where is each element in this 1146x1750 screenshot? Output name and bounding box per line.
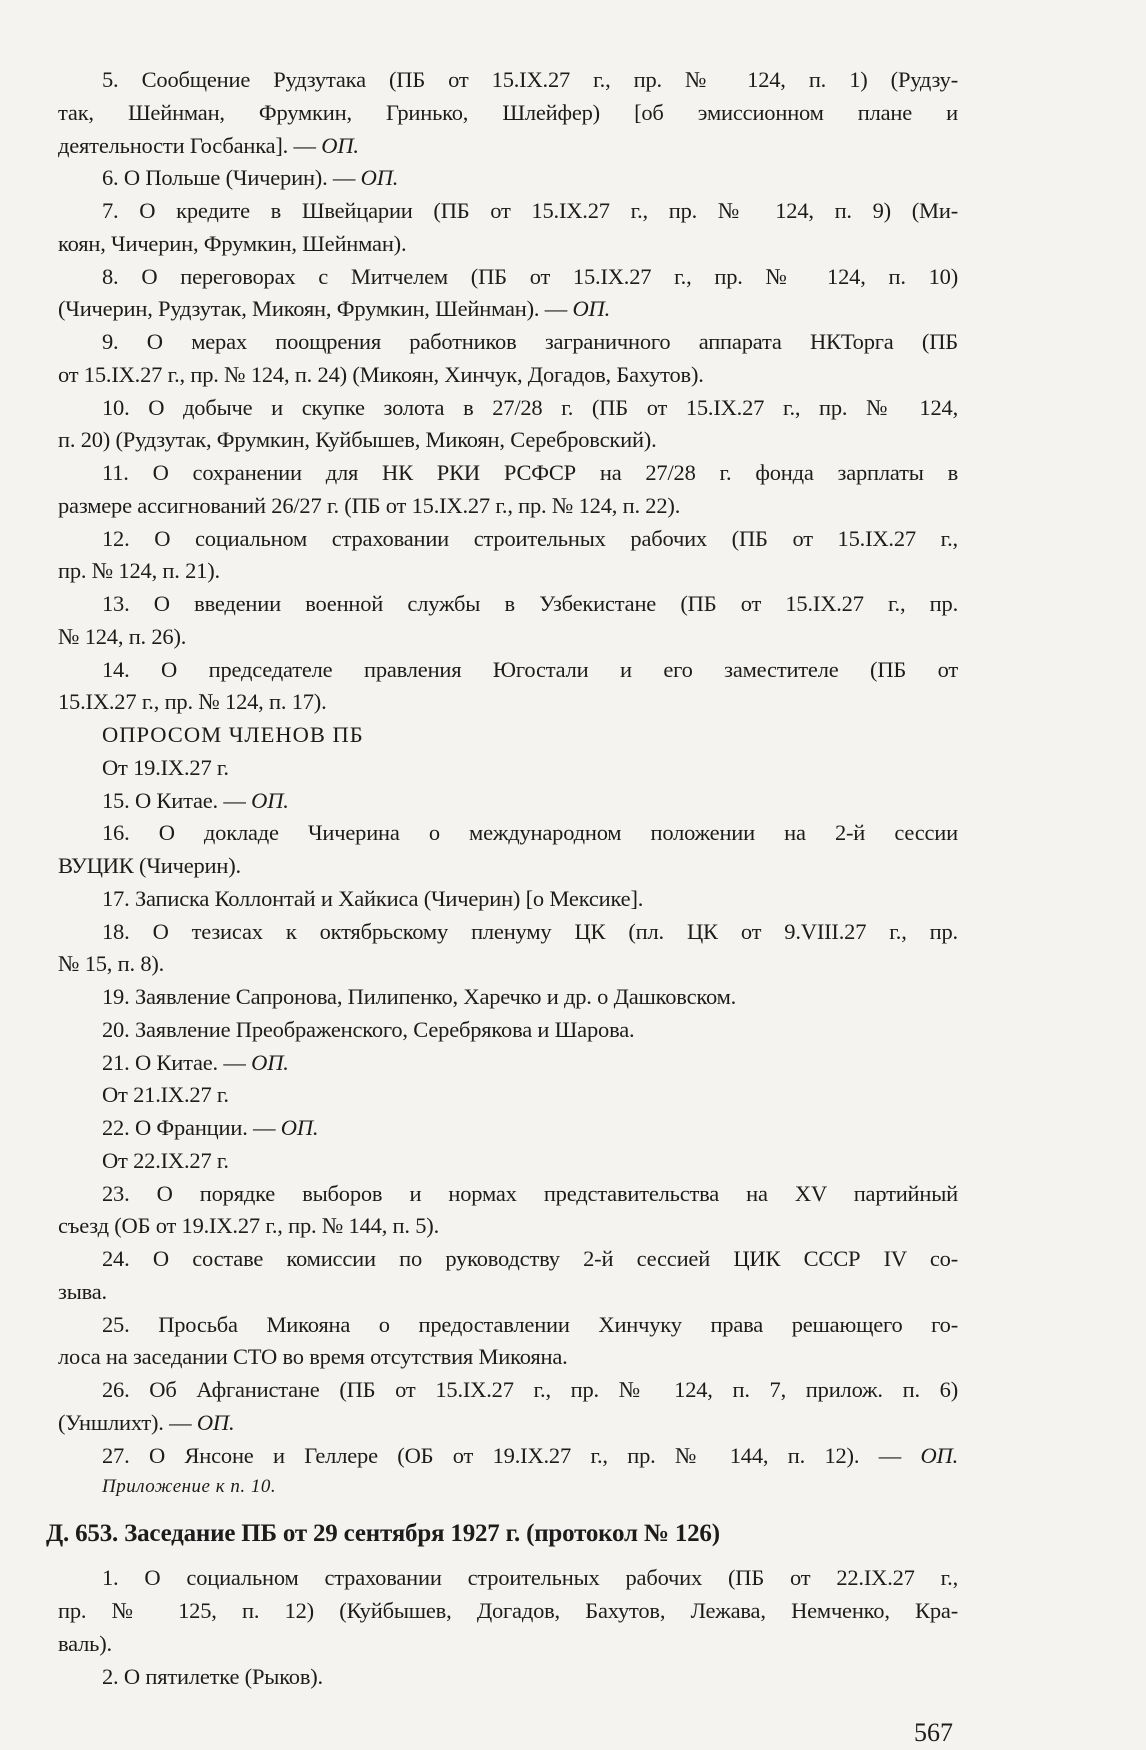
paragraph	[58, 752, 958, 785]
line-text: 6. О Польше (Чичерин). —	[102, 165, 361, 191]
italic-abbreviation: ОП.	[572, 296, 611, 322]
paragraph	[58, 1047, 958, 1080]
italic-abbreviation: ОП.	[196, 1409, 235, 1435]
text-line: 16. О докладе Чичерина о международном положении на 2-й сессии	[102, 820, 958, 846]
text-line: пр. № 124, п. 21).	[58, 558, 220, 584]
text-line: 13. О введении военной службы в Узбекистане (ПБ от 15.IX.27 г., пр.	[102, 591, 958, 616]
text-line: 24. О составе комиссии по руководству 2-й сессией ЦИК СССР IV со-	[102, 1246, 958, 1271]
text-line: 7. О кредите в Швейцарии (ПБ от 15.IX.27 г., пр. № 124, п. 9) (Ми-	[102, 198, 958, 223]
text-line: 25. Просьба Микояна о предоставлении Хинчуку права решающего го-	[102, 1311, 958, 1337]
paragraph	[58, 162, 958, 195]
text-line	[58, 1047, 958, 1080]
page-body	[46, 64, 958, 1693]
text-line	[58, 293, 958, 326]
paragraph	[58, 1079, 958, 1112]
line-text: 27. О Янсоне и Геллере (ОБ от 19.IX.27 г., пр. № 144, п. 12). —	[102, 1442, 921, 1468]
line-text: 21. О Китае. —	[102, 1049, 252, 1075]
page-number: 567	[914, 1718, 953, 1747]
italic-abbreviation: ОП.	[280, 1115, 319, 1140]
text-line: 26. Об Афганистане (ПБ от 15.IX.27 г., пр. № 124, п. 7, прилож. п. 6)	[102, 1377, 958, 1402]
italic-abbreviation: ОП.	[321, 132, 359, 158]
text-line: 23. О порядке выборов и нормах представительства на XV партийный	[102, 1180, 958, 1206]
paragraph	[58, 326, 958, 392]
paragraph	[58, 654, 958, 720]
text-line: пр. № 125, п. 12) (Куйбышев, Догадов, Бахутов, Лежава, Немченко, Кра-	[58, 1598, 958, 1623]
text-line: От 22.IX.27 г.	[102, 1147, 229, 1173]
paragraph	[58, 261, 958, 327]
text-line: 19. Заявление Сапронова, Пилипенко, Харечко и др. о Дашковском.	[102, 984, 737, 1009]
paragraph	[58, 981, 958, 1014]
paragraph	[58, 457, 958, 523]
text-line	[58, 1440, 958, 1473]
document-heading: Д. 653. Заседание ПБ от 29 сентября 1927 г. (протокол № 126)	[46, 1520, 720, 1548]
text-line: От 19.IX.27 г.	[102, 754, 229, 780]
text-line: От 21.IX.27 г.	[102, 1082, 229, 1108]
text-line: 11. О сохранении для НК РКИ РСФСР на 27/28 г. фонда зарплаты в	[102, 460, 958, 485]
paragraph	[58, 588, 958, 654]
text-line: размере ассигнований 26/27 г. (ПБ от 15.IX.27 г., пр. № 124, п. 22).	[58, 492, 681, 518]
text-line: 18. О тезисах к октябрьскому пленуму ЦК (пл. ЦК от 9.VIII.27 г., пр.	[102, 918, 958, 944]
paragraph	[58, 195, 958, 261]
paragraph	[58, 1562, 958, 1660]
line-text: (Чичерин, Рудзутак, Микоян, Фрумкин, Шейнман). —	[58, 296, 573, 322]
paragraph	[58, 1178, 958, 1244]
text-line: съезд (ОБ от 19.IX.27 г., пр. № 144, п. 5).	[58, 1213, 440, 1239]
text-line: п. 20) (Рудзутак, Фрумкин, Куйбышев, Микоян, Серебровский).	[58, 427, 657, 453]
text-line: коян, Чичерин, Фрумкин, Шейнман).	[58, 230, 407, 256]
paragraph	[58, 1014, 958, 1047]
text-line: валь).	[58, 1630, 112, 1656]
italic-abbreviation: ОП.	[251, 1049, 289, 1075]
appendix-note: Приложение к п. 10.	[102, 1476, 277, 1498]
text-line: лоса на заседании СТО во время отсутствия Микояна.	[58, 1344, 568, 1370]
paragraph	[58, 916, 958, 982]
text-line: 12. О социальном страховании строительных рабочих (ПБ от 15.IX.27 г.,	[102, 525, 958, 551]
italic-abbreviation: ОП.	[920, 1442, 958, 1468]
text-line: 8. О переговорах с Митчелем (ПБ от 15.IX.27 г., пр. № 124, п. 10)	[102, 263, 958, 289]
text-line: 10. О добыче и скупке золота в 27/28 г. (ПБ от 15.IX.27 г., пр. № 124,	[102, 394, 958, 420]
paragraph	[58, 817, 958, 883]
text-line: 20. Заявление Преображенского, Серебрякова и Шарова.	[102, 1016, 635, 1042]
paragraph	[58, 785, 958, 818]
line-text: 22. О Франции. —	[102, 1115, 281, 1140]
text-line: № 124, п. 26).	[58, 623, 187, 649]
text-line	[58, 1112, 958, 1145]
text-line: 17. Записка Коллонтай и Хайкиса (Чичерин) [о Мексике].	[102, 885, 644, 911]
line-text: деятельности Госбанка]. —	[58, 132, 322, 158]
text-line: от 15.IX.27 г., пр. № 124, п. 24) (Микоян, Хинчук, Догадов, Бахутов).	[58, 361, 704, 387]
paragraph	[58, 1440, 958, 1473]
agenda-items-list	[58, 64, 958, 1472]
paragraph	[58, 1309, 958, 1375]
text-line	[58, 785, 958, 818]
text-line: так, Шейнман, Фрумкин, Гринько, Шлейфер) [об эмиссионном плане и	[58, 99, 958, 125]
text-line: 15.IX.27 г., пр. № 124, п. 17).	[58, 689, 327, 715]
text-line: 14. О председателе правления Югостали и его заместителе (ПБ от	[102, 656, 958, 682]
paragraph	[58, 1374, 958, 1440]
text-line: ОПРОСОМ ЧЛЕНОВ ПБ	[102, 722, 364, 747]
paragraph	[58, 1112, 958, 1145]
agenda-items-list-2	[58, 1562, 958, 1693]
text-line	[58, 130, 958, 163]
text-line: ВУЦИК (Чичерин).	[58, 853, 241, 878]
text-line: 1. О социальном страховании строительных рабочих (ПБ от 22.IX.27 г.,	[102, 1565, 958, 1591]
paragraph	[58, 1145, 958, 1178]
text-line	[58, 162, 958, 195]
line-text: 15. О Китае. —	[102, 787, 252, 813]
text-line: № 15, п. 8).	[58, 951, 165, 977]
paragraph	[58, 392, 958, 458]
paragraph	[58, 1661, 958, 1694]
text-line: зыва.	[58, 1278, 107, 1304]
paragraph	[58, 1243, 958, 1309]
line-text: (Уншлихт). —	[58, 1409, 197, 1435]
paragraph	[58, 719, 958, 752]
text-line: 2. О пятилетке (Рыков).	[102, 1663, 323, 1689]
paragraph	[58, 883, 958, 916]
paragraph	[58, 523, 958, 589]
italic-abbreviation: ОП.	[251, 787, 289, 813]
text-line	[58, 1407, 958, 1440]
text-line: 9. О мерах поощрения работников заграничного аппарата НКТорга (ПБ	[102, 329, 958, 354]
italic-abbreviation: ОП.	[360, 165, 399, 191]
paragraph	[58, 64, 958, 162]
text-line: 5. Сообщение Рудзутака (ПБ от 15.IX.27 г., пр. № 124, п. 1) (Рудзу-	[102, 67, 958, 92]
